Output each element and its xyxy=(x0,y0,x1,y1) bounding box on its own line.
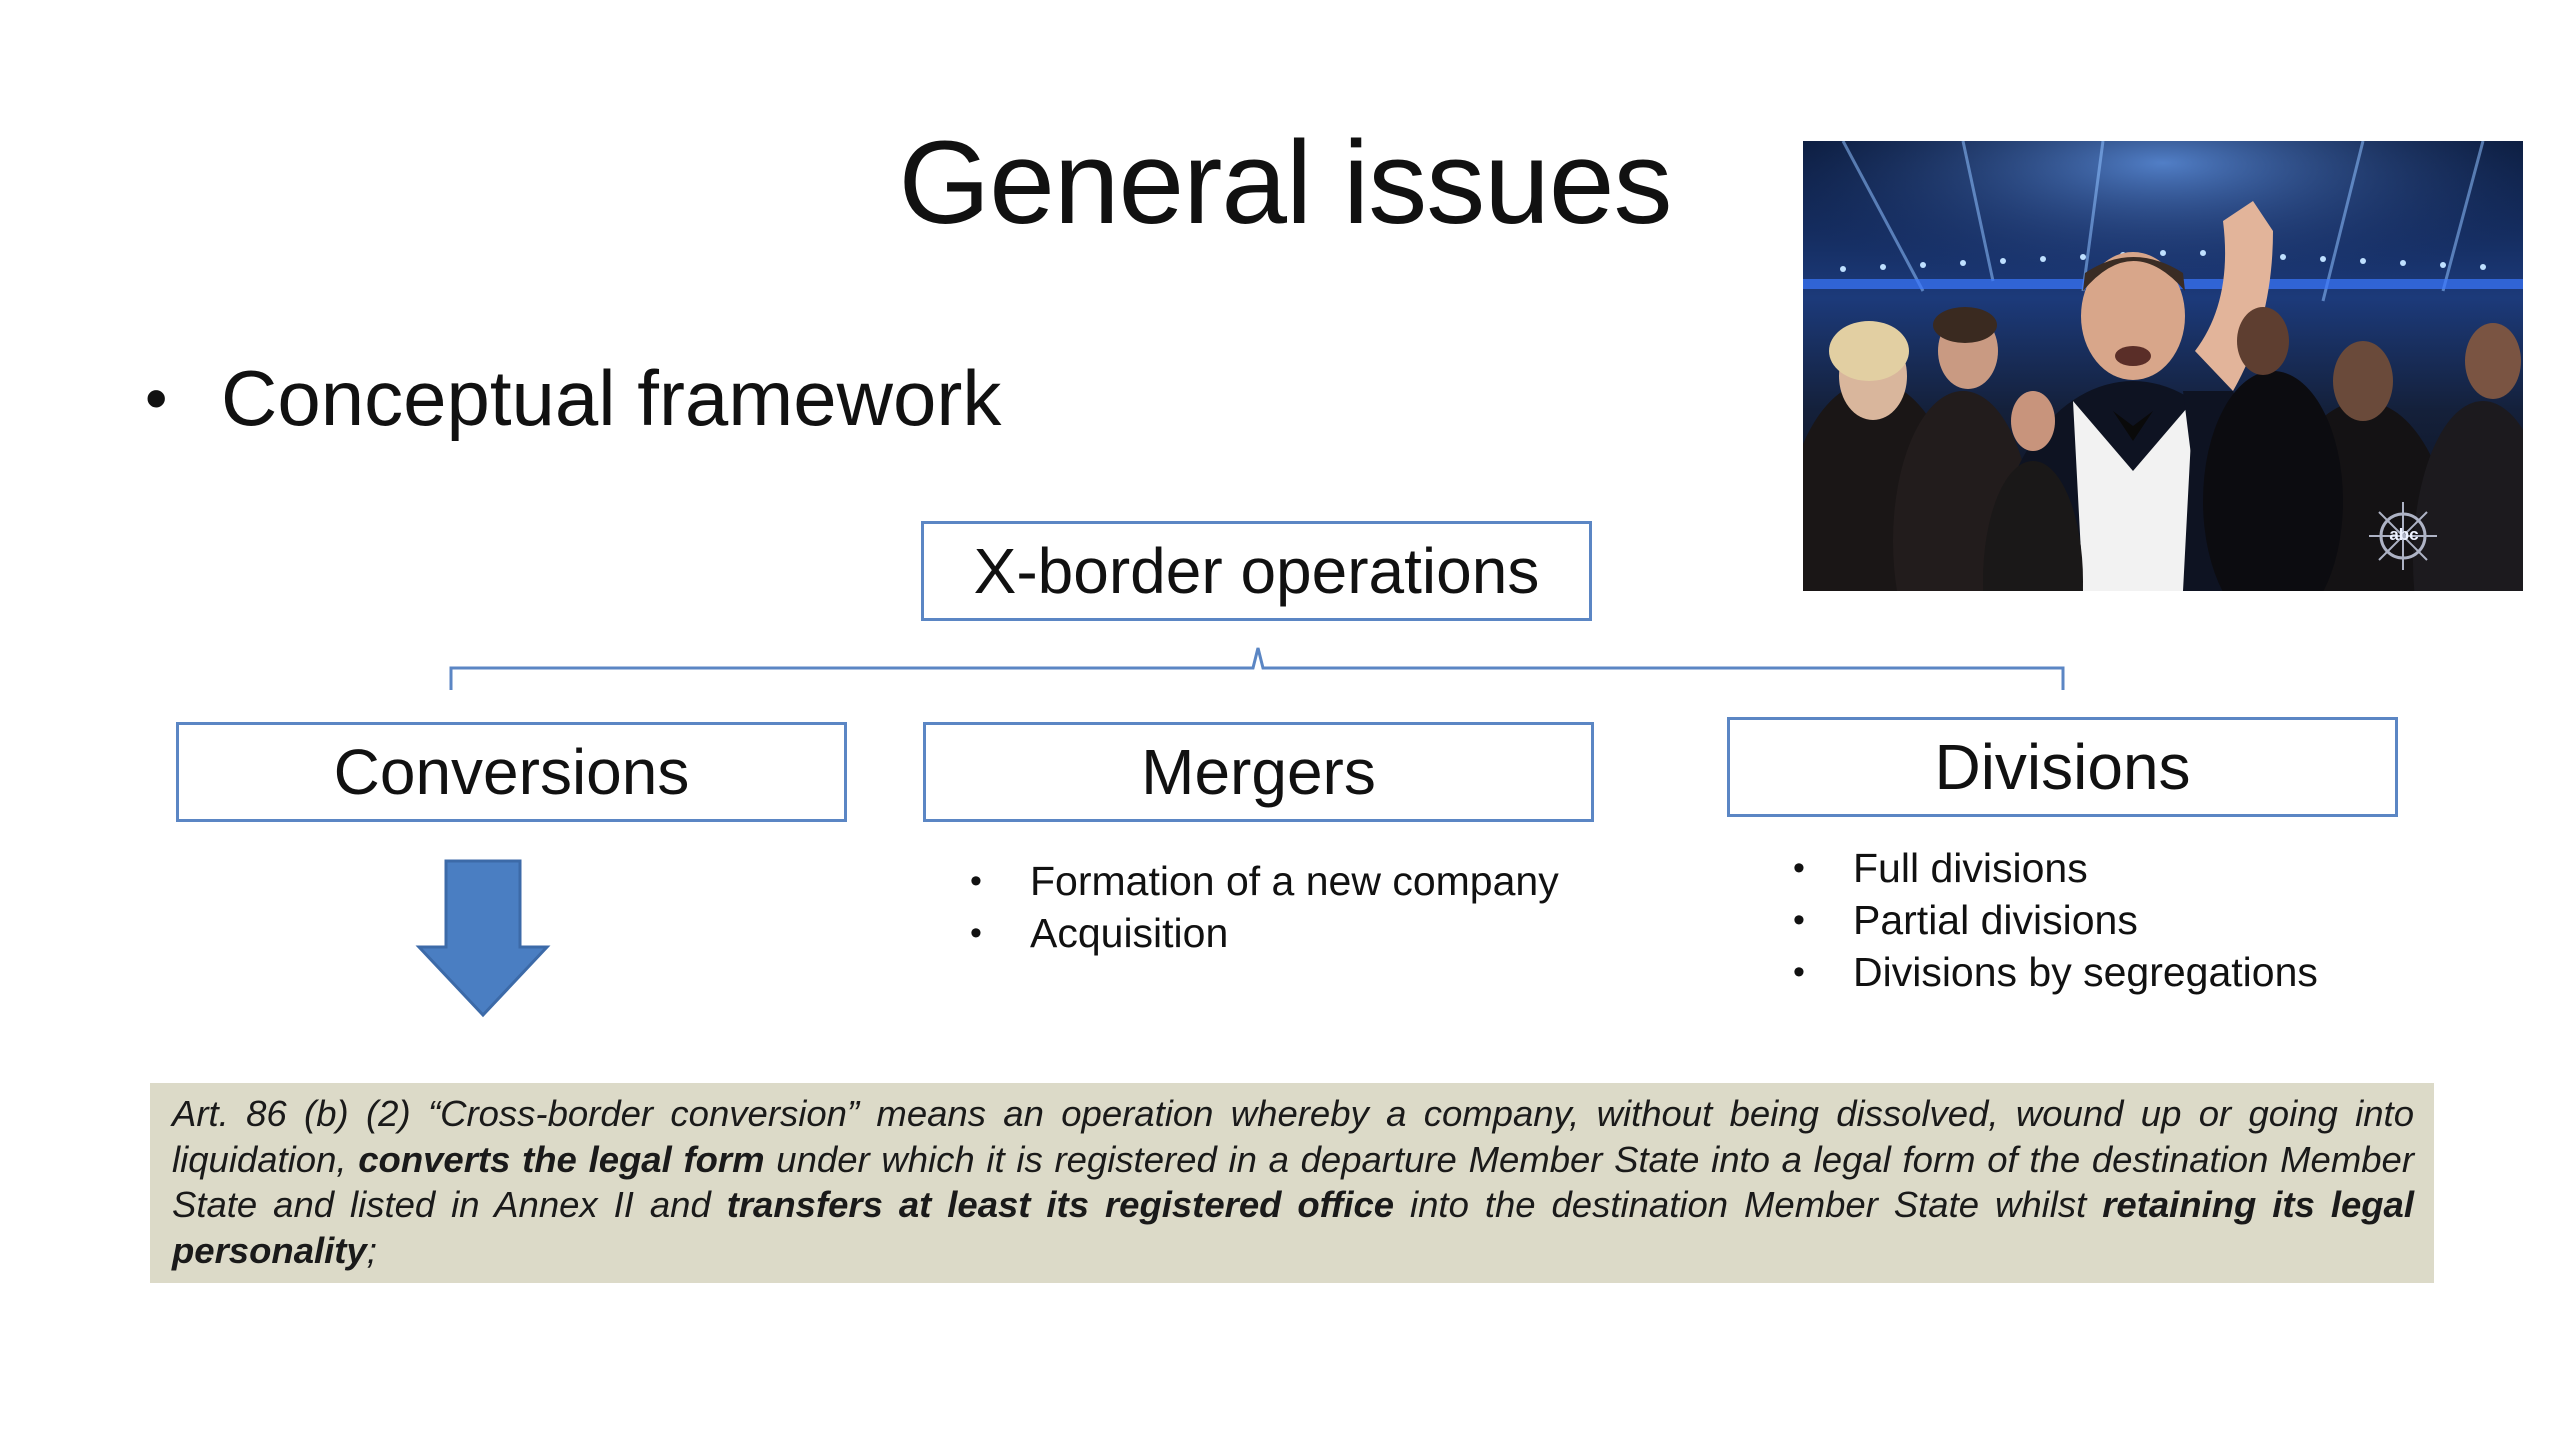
list-item-text: Partial divisions xyxy=(1853,897,2138,943)
list-item-text: Acquisition xyxy=(1030,910,1229,956)
root-box-x-border-operations: X-border operations xyxy=(921,521,1592,621)
branch-box-mergers: Mergers xyxy=(923,722,1594,822)
quote-emphasis: converts the legal form xyxy=(358,1138,765,1180)
list-bullet: • xyxy=(1793,901,1805,939)
quote-emphasis: transfers at least its registered office xyxy=(726,1184,1395,1225)
quote-text: under which it is registered in a departure Member State into a legal form of the destination Member State and listed in Annex II and xyxy=(172,1138,2414,1225)
quote-text: ; xyxy=(366,1229,377,1271)
legal-definition-quote xyxy=(150,1083,2434,1283)
list-bullet: • xyxy=(1793,849,1805,887)
list-bullet: • xyxy=(1793,953,1805,991)
list-bullet: • xyxy=(970,862,982,900)
mergers-list xyxy=(970,855,1559,959)
list-item xyxy=(970,907,1559,959)
divisions-list xyxy=(1793,842,2318,998)
list-item-text: Formation of a new company xyxy=(1030,858,1559,904)
list-item-text: Full divisions xyxy=(1853,845,2088,891)
branch-box-conversions: Conversions xyxy=(176,722,847,822)
quote-emphasis: retaining its legal personality xyxy=(172,1184,2414,1271)
quote-text: into the destination Member State whilst xyxy=(1394,1184,2103,1225)
list-bullet: • xyxy=(970,914,982,952)
list-item xyxy=(1793,894,2318,946)
bullet-dot: • xyxy=(145,362,168,434)
quote-text: Art. 86 (b) (2) “Cross-border conversion” means an operation whereby a company, without being dissolved, wound up or going into liquidation, xyxy=(172,1093,2414,1180)
list-item-text: Divisions by segregations xyxy=(1853,949,2318,995)
branch-box-divisions: Divisions xyxy=(1727,717,2398,817)
down-arrow-icon xyxy=(413,857,553,1021)
list-item xyxy=(1793,842,2318,894)
slide-title: General issues xyxy=(898,117,1672,249)
list-item xyxy=(970,855,1559,907)
bullet-text: Conceptual framework xyxy=(221,354,1002,442)
list-item xyxy=(1793,946,2318,998)
watermark-logo: abc xyxy=(2389,525,2419,544)
